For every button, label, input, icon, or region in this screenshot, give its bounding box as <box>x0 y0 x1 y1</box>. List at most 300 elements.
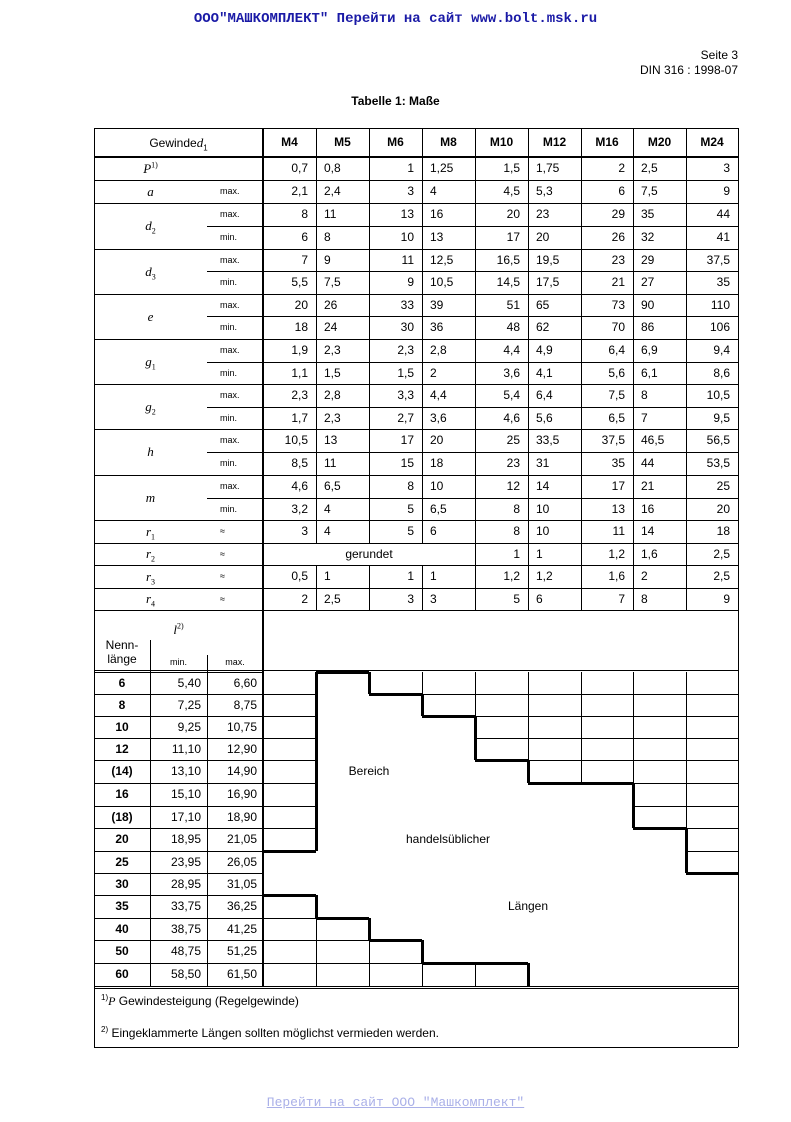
length-max: 8,75 <box>233 698 257 712</box>
value-cell: 5 <box>407 502 414 516</box>
length-min: 58,50 <box>170 967 201 981</box>
rule-v <box>263 828 264 851</box>
rule-v <box>685 851 688 873</box>
rule-h <box>94 384 738 385</box>
rule-h <box>94 249 738 250</box>
rule-h <box>263 738 316 739</box>
value-cell: 7 <box>641 411 648 425</box>
max-label: max. <box>225 657 245 667</box>
length-max: 12,90 <box>226 742 257 756</box>
value-cell: 56,5 <box>706 433 730 447</box>
rule-h <box>369 939 422 942</box>
rule-h <box>94 851 263 852</box>
rule-h <box>94 963 263 964</box>
rule-h <box>581 694 633 695</box>
rule-v <box>475 672 476 694</box>
rule-h <box>475 716 528 717</box>
value-cell: 13 <box>324 433 338 447</box>
value-cell: 12,5 <box>430 253 454 267</box>
footnote-1-mark: 1) <box>101 993 109 1002</box>
length-max: 26,05 <box>226 855 257 869</box>
rule-v <box>422 128 423 543</box>
rule-h <box>581 738 633 739</box>
value-cell: 0,8 <box>324 161 341 175</box>
range-word-bereich: Bereich <box>348 764 390 778</box>
rule-v <box>315 895 318 918</box>
value-cell: 9,4 <box>713 343 730 357</box>
gewinde-header <box>94 128 263 157</box>
value-cell: 27 <box>641 275 655 289</box>
value-cell: 8 <box>407 479 414 493</box>
param-e <box>94 294 207 339</box>
value-cell: 2,8 <box>324 388 341 402</box>
value-cell: 4 <box>324 502 331 516</box>
value-cell: 86 <box>641 320 655 334</box>
rule-v <box>633 672 634 694</box>
value-cell: 5 <box>513 592 520 606</box>
value-cell: 8 <box>324 230 331 244</box>
param-d3-letter: d <box>145 264 152 279</box>
length-symbol-letter: l <box>173 622 177 637</box>
rule-h <box>94 128 738 129</box>
value-cell: 29 <box>611 207 625 221</box>
value-cell: 1,25 <box>430 161 454 175</box>
rule-h <box>94 610 738 611</box>
length-min: 48,75 <box>170 944 201 958</box>
value-cell: 2,1 <box>291 184 308 198</box>
value-cell: 6 <box>430 524 437 538</box>
value-cell: 65 <box>536 298 550 312</box>
rule-h <box>94 783 263 784</box>
rule-h <box>263 963 316 964</box>
value-cell: 11 <box>612 524 625 538</box>
length-max: 10,75 <box>226 720 257 734</box>
rule-v <box>474 738 477 760</box>
rule-h <box>207 407 738 408</box>
rule-h <box>633 716 686 717</box>
param-tag: min. <box>220 458 238 468</box>
value-cell: 39 <box>430 298 444 312</box>
value-cell: 18 <box>716 524 730 538</box>
rule-h <box>369 693 422 696</box>
value-cell: 6,9 <box>641 343 658 357</box>
rule-h <box>263 828 316 829</box>
nenn-length: 20 <box>115 832 129 846</box>
rule-h <box>207 362 738 363</box>
size-header-M4: M4 <box>281 135 298 149</box>
rule-v <box>475 963 476 986</box>
value-cell: 24 <box>324 320 338 334</box>
param-tag: max. <box>220 209 240 219</box>
rule-h <box>422 694 475 695</box>
rule-h <box>633 783 686 784</box>
value-cell: 4,9 <box>536 343 553 357</box>
rule-h <box>633 827 686 830</box>
rule-v <box>315 828 318 851</box>
footnote-2 <box>101 1026 439 1040</box>
value-cell: 2 <box>641 569 648 583</box>
value-cell: 11 <box>324 207 337 221</box>
value-cell: 6,1 <box>641 366 658 380</box>
rule-h <box>475 986 528 987</box>
param-g2-sub: 2 <box>151 407 156 417</box>
rule-h <box>94 339 738 340</box>
rule-v <box>316 128 317 543</box>
rule-v <box>315 716 318 738</box>
rule-v <box>633 694 634 716</box>
value-cell: 10,5 <box>430 275 454 289</box>
value-cell: 6,5 <box>430 502 447 516</box>
value-cell: 3,6 <box>430 411 447 425</box>
param-tag: max. <box>220 481 240 491</box>
rule-h <box>263 694 316 695</box>
value-cell: 17 <box>611 479 625 493</box>
rule-v <box>581 672 582 694</box>
rule-v <box>581 760 582 783</box>
param-r2-sub: 2 <box>151 554 156 564</box>
footnote-1-symbol: P <box>108 994 116 1008</box>
value-cell: 2,5 <box>713 569 730 583</box>
rule-h <box>422 986 475 987</box>
value-cell: 70 <box>611 320 625 334</box>
value-cell: 3 <box>430 592 437 606</box>
value-cell: 17 <box>400 433 414 447</box>
rule-h <box>94 670 738 671</box>
value-cell: 1 <box>324 569 331 583</box>
value-cell: 7,5 <box>324 275 341 289</box>
length-min: 17,10 <box>170 810 201 824</box>
footnote-1 <box>101 994 299 1009</box>
rule-v <box>315 672 318 694</box>
size-header-M24: M24 <box>700 135 724 149</box>
rule-h <box>94 806 263 807</box>
value-cell: 20 <box>430 433 444 447</box>
value-cell: 15 <box>400 456 414 470</box>
param-tag: min. <box>220 504 238 514</box>
value-cell: 20 <box>716 502 730 516</box>
site-link[interactable]: Перейти на сайт ООО "Машкомплект" <box>266 1095 525 1110</box>
rule-h <box>686 738 738 739</box>
rule-v <box>263 128 264 543</box>
rule-h <box>94 588 738 589</box>
rule-v <box>263 940 264 963</box>
value-cell: 20 <box>506 207 520 221</box>
length-max: 18,90 <box>226 810 257 824</box>
value-cell: 6,5 <box>324 479 341 493</box>
length-min: 28,95 <box>170 877 201 891</box>
nenn-length: 40 <box>115 922 129 936</box>
rule-v <box>207 655 208 986</box>
value-cell: 6,5 <box>608 411 625 425</box>
rule-v <box>686 694 687 716</box>
rule-v <box>528 672 529 694</box>
rule-h <box>263 806 316 807</box>
value-cell: 10,5 <box>706 388 730 402</box>
rule-v <box>475 694 476 716</box>
length-max: 16,90 <box>226 787 257 801</box>
value-cell: 90 <box>641 298 655 312</box>
value-cell: 2,3 <box>291 388 308 402</box>
value-cell: 2 <box>301 592 308 606</box>
param-a-letter: a <box>147 184 154 199</box>
param-d2-sub: 2 <box>151 226 156 236</box>
value-cell: 5,5 <box>291 275 308 289</box>
param-tag: min. <box>220 322 238 332</box>
footnote-2-mark: 2) <box>101 1025 109 1034</box>
rule-v <box>686 738 687 760</box>
value-cell: 2,3 <box>324 343 341 357</box>
value-cell: 2,8 <box>430 343 447 357</box>
value-cell: 20 <box>294 298 308 312</box>
rule-v <box>528 128 529 543</box>
value-cell: 25 <box>506 433 520 447</box>
value-cell: 53,5 <box>706 456 730 470</box>
value-cell: 73 <box>611 298 625 312</box>
rule-h <box>263 986 316 987</box>
value-cell: 33 <box>400 298 414 312</box>
value-cell: 6 <box>618 184 625 198</box>
param-r4-sub: 4 <box>151 599 156 609</box>
rule-h <box>94 520 738 521</box>
rule-h <box>94 543 738 544</box>
rule-h <box>316 986 369 987</box>
rule-h <box>633 694 686 695</box>
value-cell: 2 <box>618 161 625 175</box>
value-cell: 23 <box>536 207 550 221</box>
param-g2-letter: g <box>145 399 152 414</box>
footnote-1-text: Gewindesteigung (Regelgewinde) <box>115 994 299 1008</box>
rule-v <box>263 694 264 716</box>
value-cell: 0,5 <box>291 569 308 583</box>
length-min: 7,25 <box>177 698 201 712</box>
value-cell: 25 <box>716 479 730 493</box>
value-cell: 1,1 <box>291 366 308 380</box>
length-min: 33,75 <box>170 899 201 913</box>
value-cell: 2,4 <box>324 184 341 198</box>
rule-v <box>316 963 317 986</box>
rule-v <box>263 895 264 918</box>
rule-h <box>422 962 475 965</box>
gewinde-sub: 1 <box>203 143 208 153</box>
value-cell: 5,6 <box>608 366 625 380</box>
rule-v <box>368 918 371 940</box>
rule-h <box>581 782 633 785</box>
param-tag: max. <box>220 255 240 265</box>
length-min: 9,25 <box>177 720 201 734</box>
value-cell: 9 <box>723 184 730 198</box>
value-cell: 14,5 <box>496 275 520 289</box>
param-r1 <box>94 520 207 543</box>
rule-h <box>528 782 581 785</box>
rule-v <box>633 760 634 783</box>
value-cell: 32 <box>641 230 655 244</box>
value-cell: 16,5 <box>496 253 520 267</box>
param-tag: max. <box>220 300 240 310</box>
value-cell: 1,6 <box>641 547 658 561</box>
rule-v <box>686 672 687 694</box>
size-header-M20: M20 <box>647 135 672 149</box>
nenn-length: 35 <box>115 899 129 913</box>
length-min: 18,95 <box>170 832 201 846</box>
rule-h <box>686 828 738 829</box>
rule-v <box>315 694 318 716</box>
param-tag: min. <box>220 368 238 378</box>
rule-v <box>528 716 529 738</box>
param-r3-sub: 3 <box>151 577 156 587</box>
rule-h <box>528 694 581 695</box>
value-cell: 44 <box>641 456 655 470</box>
rule-h <box>316 940 369 941</box>
rule-v <box>527 760 530 783</box>
value-cell: 23 <box>506 456 520 470</box>
value-cell: 26 <box>324 298 338 312</box>
value-cell: 1,9 <box>291 343 308 357</box>
value-cell: 5,4 <box>503 388 520 402</box>
size-header-M12: M12 <box>542 135 567 149</box>
rule-h <box>94 694 263 695</box>
rule-v <box>315 806 318 828</box>
value-cell: 0,7 <box>291 161 308 175</box>
value-cell: 3,3 <box>397 388 414 402</box>
value-cell: 35 <box>716 275 730 289</box>
rule-v <box>263 806 264 828</box>
rule-h <box>475 694 528 695</box>
length-symbol-sup: 2) <box>176 621 184 631</box>
min-label: min. <box>169 657 187 667</box>
value-cell: 10 <box>430 479 444 493</box>
value-cell: 8 <box>513 502 520 516</box>
value-cell: 29 <box>641 253 655 267</box>
value-cell: 37,5 <box>706 253 730 267</box>
rule-h <box>369 963 422 964</box>
value-cell: 1 <box>407 161 414 175</box>
value-cell: 8 <box>641 388 648 402</box>
value-cell: 30 <box>400 320 414 334</box>
rule-h <box>633 760 686 761</box>
rule-h <box>94 873 263 874</box>
value-cell: 35 <box>641 207 655 221</box>
value-cell: 5,6 <box>536 411 553 425</box>
promo-banner[interactable]: ООО"МАШКОМПЛЕКТ" Перейти на сайт www.bolt.msk.ru <box>193 11 598 27</box>
rule-h <box>528 738 581 739</box>
param-r4 <box>94 588 207 610</box>
rule-v <box>474 716 477 738</box>
length-max: 14,90 <box>226 764 257 778</box>
rule-v <box>263 760 264 783</box>
value-cell: 1 <box>536 547 543 561</box>
rule-h <box>94 429 738 430</box>
gewinde-symbol: d <box>196 135 204 150</box>
length-min: 23,95 <box>170 855 201 869</box>
rule-v <box>581 694 582 716</box>
value-cell: 37,5 <box>601 433 625 447</box>
range-word-laengen: Längen <box>507 899 549 913</box>
value-cell: 1,75 <box>536 161 560 175</box>
nenn-length: (18) <box>111 810 133 824</box>
rule-h <box>94 760 263 761</box>
value-cell: 6 <box>536 592 543 606</box>
rule-h <box>263 716 316 717</box>
value-cell: 2,5 <box>324 592 341 606</box>
rule-h <box>369 986 422 987</box>
rule-h <box>94 940 263 941</box>
param-h <box>94 429 207 475</box>
length-min: 13,10 <box>170 764 201 778</box>
value-cell: 10 <box>536 524 550 538</box>
rule-h <box>94 565 738 566</box>
value-cell: 1,2 <box>503 569 520 583</box>
rule-v <box>738 128 739 1047</box>
rule-v <box>528 738 529 760</box>
rule-v <box>686 760 687 783</box>
value-cell: 3 <box>301 524 308 538</box>
value-cell: 3,2 <box>291 502 308 516</box>
rule-h <box>207 452 738 453</box>
value-cell: 33,5 <box>536 433 560 447</box>
param-tag: max. <box>220 345 240 355</box>
rule-v <box>527 963 530 986</box>
value-cell: 9,5 <box>713 411 730 425</box>
param-r2-letter: r <box>145 546 152 561</box>
value-cell: 9 <box>723 592 730 606</box>
page-number: Seite 3 <box>700 48 738 62</box>
value-cell: 10,5 <box>284 433 308 447</box>
value-cell: 7,5 <box>608 388 625 402</box>
rule-h <box>686 806 738 807</box>
rule-v <box>368 672 371 694</box>
rule-v <box>633 543 634 565</box>
value-cell: 1,2 <box>608 547 625 561</box>
param-P-letter: P <box>143 161 152 176</box>
rule-v <box>422 672 423 694</box>
nenn-length: 8 <box>118 698 126 712</box>
rule-h <box>528 760 581 761</box>
value-cell: 3 <box>407 592 414 606</box>
rule-v <box>263 783 264 806</box>
rule-v <box>528 543 529 565</box>
size-header-M8: M8 <box>440 135 457 149</box>
value-cell: 62 <box>536 320 550 334</box>
param-tag: min. <box>220 413 238 423</box>
size-header-M5: M5 <box>334 135 351 149</box>
param-tag: ≈ <box>220 594 225 604</box>
param-e-letter: e <box>147 309 154 324</box>
value-cell: 1,7 <box>291 411 308 425</box>
rule-h <box>475 962 528 965</box>
value-cell: 17 <box>506 230 520 244</box>
param-g1-letter: g <box>145 354 152 369</box>
param-r2 <box>94 543 207 565</box>
size-header-M6: M6 <box>387 135 404 149</box>
nenn-length: 30 <box>115 877 129 891</box>
nenn-length: 10 <box>115 720 129 734</box>
rule-v <box>475 543 476 565</box>
value-cell: 1 <box>407 569 414 583</box>
value-cell: 3 <box>407 184 414 198</box>
length-min: 38,75 <box>170 922 201 936</box>
nenn-length: 60 <box>115 967 129 981</box>
value-cell: 8 <box>513 524 520 538</box>
footnote-2-text: Eingeklammerte Längen sollten möglichst vermieden werden. <box>108 1026 439 1040</box>
value-cell: 16 <box>641 502 655 516</box>
value-cell: 44 <box>716 207 730 221</box>
rule-h <box>263 918 316 919</box>
rule-v <box>581 128 582 543</box>
value-cell: 7 <box>301 253 308 267</box>
value-cell: 4,6 <box>503 411 520 425</box>
value-cell: 2,5 <box>641 161 658 175</box>
rule-v <box>263 963 264 986</box>
